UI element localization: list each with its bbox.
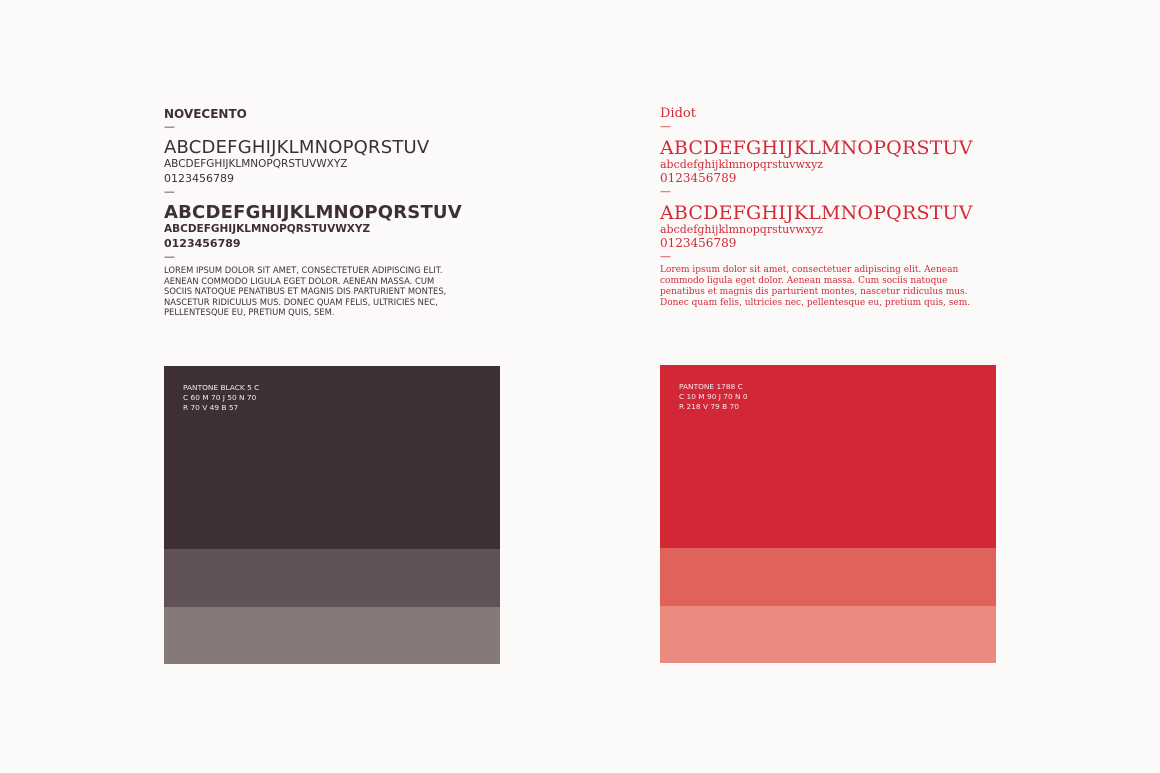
swatch-label bbox=[679, 382, 748, 412]
swatch-band-tint-1 bbox=[164, 549, 500, 607]
rgb-values: R 218 V 79 B 70 bbox=[679, 402, 739, 411]
specimen-uppercase-large-2: ABCDEFGHIJKLMNOPQRSTUV bbox=[660, 202, 973, 224]
specimen-lowercase-2: abcdefghijklmnopqrstuvwxyz bbox=[660, 223, 824, 236]
specimen-paragraph: Lorem ipsum dolor sit amet, consectetuer adipiscing elit. Aenean commodo ligula eget dolor. Aenean massa. Cum sociis natoque penatibus et magnis dis parturient montes, nascetur ridiculus mus. Donec quam felis, ultricies nec, pellentesque eu, pretium quis, sem. bbox=[660, 265, 971, 308]
cmyk-values: C 10 M 90 J 70 N 0 bbox=[679, 392, 748, 401]
divider-dash: — bbox=[660, 250, 671, 263]
color-swatch-black bbox=[164, 366, 500, 664]
font-name-didot: Didot bbox=[660, 106, 696, 121]
specimen-alphabet-bold: ABCDEFGHIJKLMNOPQRSTUVWXYZ bbox=[164, 223, 371, 235]
divider-dash: — bbox=[660, 185, 671, 198]
divider-dash: — bbox=[164, 120, 175, 133]
cmyk-values: C 60 M 70 J 50 N 70 bbox=[183, 393, 257, 402]
divider-dash: — bbox=[164, 185, 175, 198]
novecento-specimen bbox=[164, 107, 504, 318]
specimen-digits: 0123456789 bbox=[660, 171, 737, 185]
specimen-uppercase-large-bold: ABCDEFGHIJKLMNOPQRSTUV bbox=[164, 202, 462, 223]
specimen-uppercase-large: ABCDEFGHIJKLMNOPQRSTUV bbox=[164, 137, 430, 158]
swatch-band-tint-1 bbox=[660, 548, 996, 606]
divider-dash: — bbox=[164, 250, 175, 263]
specimen-uppercase-large: ABCDEFGHIJKLMNOPQRSTUV bbox=[660, 137, 973, 159]
swatch-band-tint-2 bbox=[164, 607, 500, 664]
specimen-paragraph: LOREM IPSUM DOLOR SIT AMET, CONSECTETUER ADIPISCING ELIT. AENEAN COMMODO LIGULA EGET DOLOR. AENEAN MASSA. CUM SOCIIS NATOQUE PENATIBUS ET MAGNIS DIS PARTURIENT MONTES, NASCETUR RIDICULUS MUS. DONEC QUAM FELIS, ULTRICIES NEC, PELLENTESQUE EU, PRETIUM QUIS, SEM. bbox=[164, 265, 447, 318]
swatch-band-primary bbox=[660, 365, 996, 548]
swatch-band-tint-2 bbox=[660, 606, 996, 663]
color-swatch-red bbox=[660, 365, 996, 663]
specimen-digits-bold: 0123456789 bbox=[164, 237, 241, 250]
swatch-label bbox=[183, 383, 259, 413]
specimen-digits: 0123456789 bbox=[164, 172, 234, 185]
pantone-name: PANTONE 1788 C bbox=[679, 382, 743, 391]
specimen-lowercase: abcdefghijklmnopqrstuvwxyz bbox=[660, 158, 824, 171]
divider-dash: — bbox=[660, 120, 671, 133]
pantone-name: PANTONE BLACK 5 C bbox=[183, 383, 260, 392]
specimen-alphabet: ABCDEFGHIJKLMNOPQRSTUVWXYZ bbox=[164, 158, 348, 170]
swatch-band-primary bbox=[164, 366, 500, 549]
didot-specimen bbox=[660, 107, 1000, 309]
specimen-digits-2: 0123456789 bbox=[660, 236, 737, 250]
rgb-values: R 70 V 49 B 57 bbox=[183, 403, 239, 412]
font-name-novecento: NOVECENTO bbox=[164, 107, 247, 121]
